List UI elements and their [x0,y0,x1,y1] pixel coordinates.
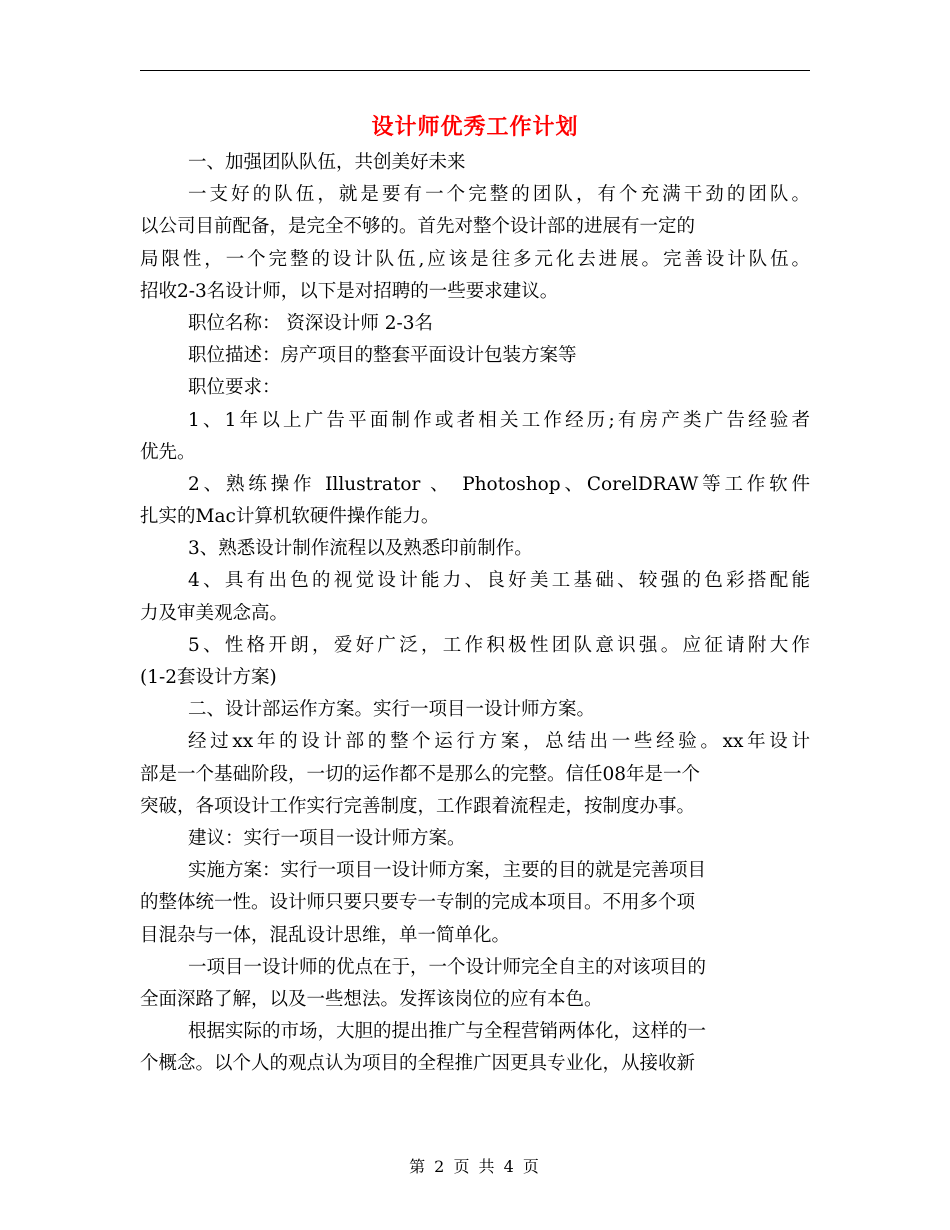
paragraph-line: 扎实的Mac计算机软硬件操作能力。 [140,506,440,528]
paragraph-line: 3、熟悉设计制作流程以及熟悉印前制作。 [188,538,533,560]
paragraph-line: 职位要求： [188,377,281,399]
paragraph-line: 一支好的队伍，就是要有一个完整的团队，有个充满干劲的团队。 [188,184,810,206]
paragraph-line: 职位描述：房产项目的整套平面设计包装方案等 [188,345,577,367]
paragraph-line: 1、1年以上广告平面制作或者相关工作经历;有房产类广告经验者 [188,409,810,431]
paragraph-line: 二、设计部运作方案。实行一项目一设计师方案。 [188,699,596,721]
paragraph-line: 的整体统一性。设计师只要只要专一专制的完成本项目。不用多个项 [140,892,696,914]
paragraph-line: 职位名称： 资深设计师 2-3名 [188,312,434,334]
paragraph-line: 建议：实行一项目一设计师方案。 [188,827,466,849]
paragraph-line: 根据实际的市场，大胆的提出推广与全程营销两体化，这样的一 [188,1021,707,1043]
paragraph-line: 一、加强团队队伍，共创美好未来 [188,152,466,173]
paragraph-line: 4、具有出色的视觉设计能力、良好美工基础、较强的色彩搭配能 [188,570,810,592]
document-body [140,147,810,1080]
paragraph-line: 全面深路了解，以及一些想法。发挥该岗位的应有本色。 [140,988,603,1010]
document-title: 设计师优秀工作计划 [371,114,579,140]
paragraph-line: 突破，各项设计工作实行完善制度，工作跟着流程走，按制度办事。 [140,795,696,817]
paragraph-line: 招收2-3名设计师，以下是对招聘的一些要求建议。 [140,280,559,302]
paragraph-line: 部是一个基础阶段，一切的运作都不是那么的完整。信任08年是一个 [140,763,701,785]
paragraph-line: (1-2套设计方案) [140,667,277,688]
paragraph-line: 局限性，一个完整的设计队伍,应该是往多元化去进展。完善设计队伍。 [140,248,810,270]
paragraph-line: 以公司目前配备，是完全不够的。首先对整个设计部的进展有一定的 [140,216,696,238]
page-footer: 第 2 页 共 4 页 [409,1157,541,1176]
paragraph-line: 5、性格开朗，爱好广泛，工作积极性团队意识强。应征请附大作 [188,634,810,656]
paragraph-line: 一项目一设计师的优点在于，一个设计师完全自主的对该项目的 [188,956,707,978]
paragraph-line: 个概念。以个人的观点认为项目的全程推广因更具专业化，从接收新 [140,1053,696,1075]
paragraph-line: 经过xx年的设计部的整个运行方案，总结出一些经验。xx年设计 [188,731,810,753]
paragraph-line: 2、熟练操作 Illustrator 、 Photoshop、CorelDRAW等工作软件 [188,473,810,495]
paragraph-line: 实施方案：实行一项目一设计师方案，主要的目的就是完善项目 [188,860,707,882]
paragraph-line: 目混杂与一体，混乱设计思维，单一简单化。 [140,924,511,946]
paragraph-line: 优先。 [140,441,196,463]
header-rule [140,70,810,71]
paragraph-line: 力及审美观念高。 [140,602,289,624]
